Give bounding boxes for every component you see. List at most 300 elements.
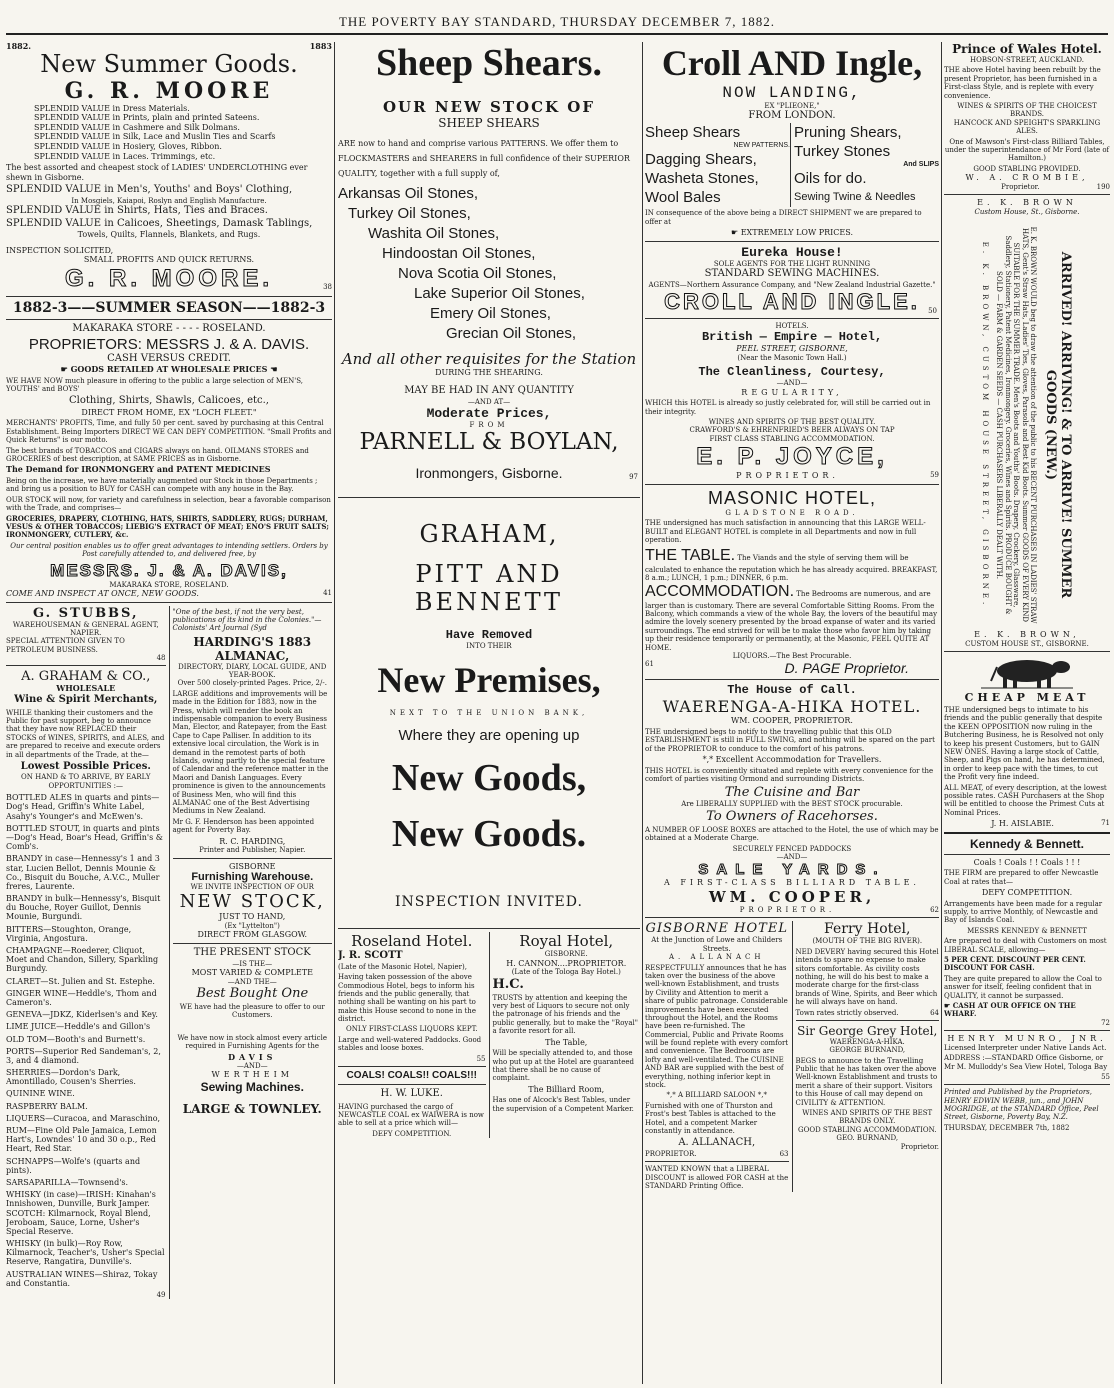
excellent-accom: *,* Excellent Accommodation for Travellers. <box>702 755 882 765</box>
croll-big: CROLL AND INGLE. <box>664 288 920 314</box>
gis-body: RESPECTFULLY announces that he has taken over the business of the above well-known Establishment, and trusts by Civility and Attention to merit a share of public patronage. Considerable improvements have been executed throughout the Hotel, and the Rooms have been re-furnished. The Commercial, Public and Private Rooms will be found replete with every comfort and convenience. The Bedrooms are lofty and well-ventilated. The CUISINE AND BAR are supplied with the best of everything, nothing inferior kept in stock. <box>645 963 789 1090</box>
prince-billiard: One of Mawson's First-class Billiard Tables, under the superintendance of Mr Ford (late of Hamilton.) <box>944 137 1110 163</box>
gis-name: A. ALLANACH <box>668 953 765 962</box>
ad-number: 97 <box>629 473 638 482</box>
ad-number: 41 <box>323 588 332 597</box>
roseland-name: J. R. SCOTT <box>338 950 403 962</box>
brown-vertical-ad <box>944 220 1110 630</box>
consequence-text: IN consequence of the above being a DIRECT SHIPMENT we are prepared to offer at <box>645 209 922 226</box>
pointing-hand-icon: ☛ <box>944 1000 951 1010</box>
merchants-text: MERCHANTS' PROFITS, Time, and fully 50 per cent. saved by purchasing at this Central Establishment. Being Importers DIRECT WE CAN DEFY COMPETITION. "Small Profits and Quick Returns" is our motto. <box>6 419 332 445</box>
wanted-known: WANTED KNOWN that a LIBERAL DISCOUNT is allowed FOR CASH at the STANDARD Printing Office. <box>645 1165 789 1191</box>
wines-quality: WINES AND SPIRITS OF THE BEST QUALITY. <box>708 418 876 427</box>
furn-present: THE PRESENT STOCK <box>193 947 311 959</box>
central-text: Our central position enables us to offer great advantages to intending settlers. Orders by Post carefully attended to, and delivered free, by <box>10 541 328 559</box>
during-shearing: DURING THE SHEARING. <box>435 367 543 377</box>
furn-ex: (Ex "Lyttelton") <box>224 922 280 931</box>
liquor-item: SCHNAPPS—Wolfe's (quarts and pints). <box>6 1156 141 1175</box>
calicoes-sub: Towels, Quilts, Flannels, Blankets, and Rugs. <box>77 230 261 240</box>
davis-big: MESSRS. J. & A. DAVIS, <box>50 560 288 580</box>
royal-late: (Late of the Tologa Bay Hotel.) <box>511 968 621 977</box>
masthead <box>0 0 1114 38</box>
roseland-only: ONLY FIRST-CLASS LIQUORS KEPT. <box>346 1025 478 1034</box>
luke-name: H. W. LUKE. <box>380 1088 443 1100</box>
ferry-town: Town rates strictly observed. <box>795 1008 899 1017</box>
groceries-text: GROCERIES, DRAPERY, CLOTHING, HATS, SHIRTS, SADDLERY, RUGS; DURHAM, VESUS & OTHER TOBACCOS; LIEBIG'S EXTRACT OF MEAT; ENO'S FRUIT SALTS; IRONMONGERY, CUTLERY, &c. <box>6 513 330 540</box>
vert-body: E. K. BROWN WOULD beg to draw the attention of the public to his RECENT PURCHASES IN LADIES' STRAW HATS, Gent's Straw Hats, Ladies' Ties, Gloves, Parasols and Best Kid Boots. Summer GOODS OF EVERY KIND SUITABLE FOR THE SUMMER TRADE. Men's Boots and Youths' Boots. Drapery, Crockery, Glassware, Saddlery, Stationery, Patent Medicines, Ironmongery. Groceries, Wines and Spirits. PRODUCE BOUGHT & SOLD — FARM & GARDEN SEEDS — CASH PURCHASERS LIBERALLY DEALT WITH. <box>995 226 1038 624</box>
liquor-item: AUSTRALIAN WINES—Shiraz, Tokay and Constantia. <box>6 1269 158 1288</box>
furn-gisborne: GISBORNE <box>229 861 276 871</box>
ad-number: 61 <box>645 660 654 669</box>
grey-body: BEGS to announce to the Travelling Public that he has taken over the above Well-known Establishment and trusts to merit a share of their support. Visitors to this House of call may depend on CIVILITY & ATTENTION. <box>795 1056 938 1107</box>
ad-number: 38 <box>323 282 332 291</box>
oil-stone: Turkey Oil Stones, <box>348 204 471 222</box>
ad-number: 71 <box>1101 819 1110 828</box>
come-inspect: COME AND INSPECT AT ONCE, NEW GOODS. <box>6 588 199 598</box>
we-have-text: WE HAVE NOW much pleasure in offering to the public a large selection of MEN'S, YOUTHS' and BOYS' <box>6 376 303 393</box>
demand-sub: Being on the increase, we have materially augmented our Stock in those Departments ; and bring us a position to BUY for CASH can compete with any house in the Bay. <box>6 477 318 494</box>
ad-number: 63 <box>779 1149 789 1158</box>
liquor-item: RASPBERRY BALM. <box>6 1101 88 1111</box>
harding-publisher-sub: Printer and Publisher, Napier. <box>199 846 306 855</box>
proprietors-line: PROPRIETORS: MESSRS J. & A. DAVIS. <box>28 335 310 353</box>
brown-head-sub: Custom House, St., Gisborne. <box>974 207 1080 216</box>
british-empire: British — Empire — Hotel, <box>701 330 883 345</box>
furn-most: MOST VARIED & COMPLETE <box>191 967 313 977</box>
grey-hotel: Sir George Grey Hotel, <box>797 1023 938 1038</box>
gis-billiard: *,* A BILLIARD SALOON *,* <box>666 1091 767 1100</box>
defy-competition: DEFY COMPETITION. <box>981 888 1073 898</box>
furn-sewing: Sewing Machines. <box>200 1080 304 1095</box>
harding-body: LARGE additions and improvements will be made in the Edition for 1883, now in the Press, which will render the book an indispensable companion to every Business Man, Elector, and Ratepayer, from the East Cape to Cape Palliser. In addition to its extensive local circulation, the Work is in demand in the remotest parts of both Islands, owing partly to the special feature of Calendar and the reference matter in the Maori and Danish Languages. Every prominence is given to the announcements of Business Men, who will find this ALMANAC one of the Best Advertising Mediums in New Zealand. <box>172 689 329 816</box>
stubbs-attention: SPECIAL ATTENTION GIVEN TO PETROLEUM BUSINESS. <box>6 637 125 654</box>
table-heading: THE TABLE. <box>645 547 736 565</box>
liquor-item: GENEVA—JDKZ, Kiderlsen's and Key. <box>6 1010 158 1020</box>
prince-wines: WINES & SPIRITS OF THE CHOICEST BRANDS. <box>957 101 1097 119</box>
pointing-hand-icon: ☛ <box>730 228 739 238</box>
vert-address: E. K. BROWN, CUSTOM HOUSE STREET, GISBORNE. <box>981 241 990 609</box>
stubbs-name: G. STUBBS, <box>32 605 139 621</box>
crawford-beer: CRAWFORD'S & EHRENFRIED'S BEER ALWAYS ON TAP <box>689 426 895 435</box>
lowest-prices: Lowest Possible Prices. <box>20 760 151 772</box>
cleanliness: The Cleanliness, Courtesy, <box>698 365 886 380</box>
royal-gisborne: GISBORNE. <box>544 950 588 959</box>
ferry-hotel: Ferry Hotel, <box>824 921 911 938</box>
liquor-list <box>6 793 166 1288</box>
cooper-big-proprietor: PROPRIETOR. <box>739 905 836 914</box>
first-class-stabling: FIRST CLASS STABLING ACCOMMODATION. <box>709 434 875 443</box>
meat-price: ALL MEAT, of every description, at the lowest possible rates. CASH Purchasers at the Shop will be entitled to choose the Primest Cuts at Nominal Prices. <box>944 783 1107 817</box>
pitt-bennett: PITT AND BENNETT <box>414 560 564 617</box>
ad-number: 64 <box>930 1008 939 1017</box>
masthead-title: THE POVERTY BAY STANDARD, THURSDAY DECEMBER 7, 1882. <box>338 14 776 29</box>
liquor-item: WHISKY (in case)—IRISH: Kinahan's Innishowen, Dunville, Burk Jamper. SCOTCH: Kilmarnock, Royal Blend, Jeroboam, Sauce, Lorne, Usher's Special Reserve. <box>6 1190 156 1236</box>
cuisine-bar: The Cuisine and Bar <box>724 785 860 801</box>
table-section <box>645 546 939 582</box>
liquor-item: SHERRIES—Dordon's Dark, Amontillado, Cousen's Sherries. <box>6 1068 136 1087</box>
agents: AGENTS—Northern Assurance Company, and "New Zealand Industrial Gazette." <box>648 280 936 289</box>
graham-name: A. GRAHAM & CO., <box>21 669 151 685</box>
liquor-item: BRANDY in bulk—Hennessy's, Bisquit du Bouche, Royer Guillot, Dennis Mounie, Burgundi. <box>6 894 161 922</box>
grey-name: GEORGE BURNAND, <box>829 1046 906 1055</box>
furn-and-w: —AND— <box>236 1062 268 1071</box>
ferry-body: NED DEVERY having secured this Hotel intends to spare no expense to make sitors comfortable. As civility costs nothing, he will do his best to make a moderate charge for the first-class brands of Wine, Spirits, and Beer which he will always have on hand. <box>795 947 939 1007</box>
luke-defy: DEFY COMPETITION. <box>372 1129 452 1138</box>
messrs-kennedy: MESSRS KENNEDY & BENNETT <box>967 926 1087 935</box>
prince-of-wales: Prince of Wales Hotel. <box>952 42 1102 56</box>
and-at: —AND AT— <box>467 397 511 406</box>
waerenga-hotel: WAERENGA-A-HIKA HOTEL. <box>662 697 922 717</box>
imprint: Printed and Published by the Proprietors, HENRY EDWIN WEBB, jun., and JOHN MOGRIDGE, at the STANDARD Office, Peel Street, Gisborne, Poverty Bay, N.Z. <box>944 1088 1099 1122</box>
prince-signature: W. A. CROMBIE, <box>965 173 1089 183</box>
grey-stabling: GOOD STABLING ACCOMMODATION. <box>798 1125 937 1134</box>
accom-section <box>645 582 939 652</box>
regularity: REGULARITY, <box>741 387 843 397</box>
prince-body: THE above Hotel having been rebuilt by the present Proprietor, has been furnished in a First-class Style, and is replete with every convenience. <box>944 66 1101 100</box>
moore-big: G. R. MOORE. <box>64 265 273 293</box>
peel-street: PEEL STREET, GISBORNE, <box>736 344 848 354</box>
roseland-late: (Late of the Masonic Hotel, Napier), <box>338 962 467 971</box>
ad-number: 72 <box>1101 1018 1110 1027</box>
wholesale: WHOLESALE <box>56 683 116 694</box>
have-removed: Have Removed <box>445 628 533 643</box>
standard-machines: STANDARD SEWING MACHINES. <box>704 268 880 280</box>
makaraka-store: MAKARAKA STORE - - - - ROSELAND. <box>72 323 266 335</box>
accom-body: The Bedrooms are numerous, and are larger than is customary. There are several Comfortable Sitting Rooms. From the Balcony, which commands a view of the whole Bay, the lovers of the beautiful may admire the lovely scenery presented by the broad expanse of water and its varied surroundings. The end strived for will be to make those who favor him by taking up their residence temporarily or permanently, at the Masonic, FEEL QUITE AT HOME. <box>645 590 938 652</box>
inspection-solicited: INSPECTION SOLICITED, <box>6 245 114 255</box>
liquor-item: WHISKY (in bulk)—Roy Row, Kilmarnock, Teacher's, Usher's Special Reserve, Rangatira, Dunville's. <box>6 1239 165 1267</box>
royal-billiard: The Billiard Room, <box>528 1084 605 1094</box>
column-1 <box>6 42 332 1384</box>
underclothing-text: The best assorted and cheapest stock of LADIES' UNDERCLOTHING ever shewn in Gisborne. <box>6 163 308 182</box>
oil-stones-list <box>338 184 640 344</box>
eureka-house: Eureka House! <box>741 244 843 260</box>
ferry-mouth: (MOUTH OF THE BIG RIVER). <box>812 937 923 946</box>
page-proprietor: D. PAGE Proprietor. <box>784 660 909 677</box>
table-body: The Viands and the style of serving them will be calculated to enhance the reputation which he has already acquired. BREAKFAST, 8 a.m.; LUNCH, 1 p.m.; DINNER, 6 p.m. <box>645 554 938 582</box>
pointing-hand-icon: ☛ <box>60 364 68 375</box>
cow-icon <box>977 655 1077 689</box>
munro-license: Licensed Interpreter under Native Lands Act. <box>944 1043 1107 1052</box>
grey-signature: GEO. BURNAND, <box>836 1134 899 1143</box>
ad-number: 190 <box>1096 182 1110 191</box>
cash-office-line <box>944 1002 1110 1019</box>
now-landing: NOW LANDING, <box>722 84 862 102</box>
into-their: INTO THEIR <box>466 642 512 651</box>
liberally: Are LIBERALLY SUPPLIED with the BEST STOCK procurable. <box>681 800 903 809</box>
items-grid <box>645 123 939 207</box>
they-are: They are quite prepared to allow the Coal to answer for itself, feeling confident that in QUALITY, it cannot be surpassed. <box>944 974 1102 1000</box>
royal-ad <box>489 932 641 1138</box>
liquors-line: LIQUORS.—The Best Procurable. <box>732 651 852 660</box>
grey-sub: WAERENGA-A-HIKA. <box>829 1037 905 1046</box>
tobaccos-text: The best brands of TOBACCOS and CIGARS always on hand. OILMANS STORES and GROCERIES of best description, at SAME PRICES as in Gisborne. <box>6 446 309 464</box>
new-premises: New Premises, <box>377 659 601 700</box>
stubbs-sub: WAREHOUSEMAN & GENERAL AGENT, NAPIER. <box>12 620 159 637</box>
moderate-prices: Moderate Prices, <box>426 406 552 422</box>
munro-address: ADDRESS :—STANDARD Office Gisborne, or Mr M. Mulloddy's Sea View Hotel, Tologa Bay <box>944 1054 1108 1071</box>
grey-proprietor: Proprietor. <box>900 1142 939 1151</box>
cheap-meat: CHEAP MEAT <box>964 691 1090 705</box>
oil-stone: Washita Oil Stones, <box>368 224 500 242</box>
prince-stabling: GOOD STABLING PROVIDED. <box>973 164 1081 173</box>
ad-number: 49 <box>156 1291 166 1300</box>
retailed-line <box>6 365 332 375</box>
parnell-boylan: PARNELL & BOYLAN, <box>359 429 619 456</box>
paddocks: SECURELY FENCED PADDOCKS <box>732 844 852 853</box>
from-london: FROM LONDON. <box>748 110 836 122</box>
liquor-item: CLARET—St. Julien and St. Estephe. <box>6 976 155 986</box>
column-rule <box>642 42 643 1384</box>
prince-hancock: HANCOCK AND SPEIGHT'S SPARKLING ALES. <box>953 118 1101 136</box>
column-4 <box>944 42 1110 1384</box>
item: Sheep Shears <box>645 123 741 141</box>
new-goods-1: New Goods, <box>391 757 587 800</box>
liquor-item: RUM—Fine Old Pale Jamaica, Lemon Hart's, Lowndes' 10 and 30 o.p., Red Heart, Red Star. <box>6 1126 157 1154</box>
demand-line: The Demand for IRONMONGERY and PATENT MEDICINES <box>6 464 271 475</box>
graham-ad <box>6 606 169 1300</box>
arrange-text: Arrangements have been made for a regular supply, to arrive Monthly, of Newcastle and Bay of Islands Coal. <box>944 899 1103 925</box>
this-hotel: THIS HOTEL is conveniently situated and replete with every convenience for the comfort of parties visiting Ormond and surrounding Districts. <box>645 766 934 784</box>
coals-heading: COALS! COALS!! COALS!!! <box>346 1070 478 1082</box>
brown-vertical-text <box>981 225 1073 625</box>
furn-best: Best Bought One <box>196 985 309 1001</box>
masonic-hotel: MASONIC HOTEL, <box>707 487 877 508</box>
vert-main: ARRIVED! ARRIVING! & TO ARRIVE! SUMMER GOODS (NEW.) <box>1043 251 1074 599</box>
liquor-item: BRANDY in case—Hennessy's 1 and 3 star, Lucien Bellot, Dennis Mounie & Co., Bisquit du Bouche, A.V.C., Muller freres, Laurente. <box>6 854 160 891</box>
item: Dagging Shears, <box>645 151 757 169</box>
column-3 <box>645 42 939 1384</box>
croll-ingle-title: Croll AND Ingle, <box>661 43 923 83</box>
furn-warehouse: Furnishing Warehouse. <box>191 871 314 884</box>
brown-head: E. K. BROWN <box>977 198 1077 208</box>
oil-stone: Emery Oil Stones, <box>430 304 551 322</box>
liquor-item: PORTS—Superior Red Sandeman's, 2, 3, and 4 diamond. <box>6 1046 161 1065</box>
mens-clothing: SPLENDID VALUE in Men's, Youths' and Boys' Clothing, <box>6 184 293 196</box>
meat-signature: J. H. AISLABIE. <box>991 819 1054 829</box>
furn-direct: DIRECT FROM GLASGOW. <box>197 930 308 940</box>
may-be-had: MAY BE HAD IN ANY QUANTITY <box>404 385 574 397</box>
munro-name: HENRY MUNRO, JNR. <box>947 1034 1107 1044</box>
oil-stone: Nova Scotia Oil Stones, <box>398 264 557 282</box>
liquor-item: LIME JUICE—Heddle's and Gillon's <box>6 1022 151 1032</box>
furn-stock: We have now in stock almost every article required in Furnishing Agents for the <box>177 1033 327 1051</box>
gis-junction: At the Junction of Lowe and Childers Streets. <box>651 936 783 953</box>
while-text: WHILE thanking their customers and the Public for past support, beg to announce that they have now REPLACED their STOCKS of WINES, SPIRITS, and ALES, and are prepared to receive and execute orders in all departments of the Trade, at the— <box>6 708 165 759</box>
meat-body: THE undersigned begs to intimate to his friends and the public generally that despite the KEEN OPPOSITION now ruling in the Butchering Business, he is Resolved not only to keep his present Customers, but to GAIN NEW ONES. Having a large stock of Cattle, Sheep, and Pigs on hand, he has determined, in order to keep pace with the times, to cut the Profit very fine indeed. <box>944 706 1105 782</box>
which-text: WHICH this HOTEL is already so justly celebrated for, will still be carried out in their integrity. <box>645 399 931 416</box>
gis-hotel: GISBORNE HOTEL <box>645 921 788 937</box>
item: Wool Bales <box>645 189 721 207</box>
ad-number: 62 <box>930 905 939 914</box>
liquor-item: CHAMPAGNE—Roederer, Cliquot, Moet and Chandon, Sillery, Sparkling Burgundy. <box>6 946 159 974</box>
royal-billiard-body: Has one of Alcock's Best Tables, under the supervision of a Competent Marker. <box>492 1096 634 1113</box>
masonic-body: THE undersigned has much satisfaction in announcing that this LARGE WELL-BUILT and ELEGANT HOTEL is complete in all Departments and now in full operation. <box>645 519 926 545</box>
splendid-line: SPLENDID VALUE in Laces. Trimmings, etc. <box>34 151 216 161</box>
billiard-table: A FIRST-CLASS BILLIARD TABLE. <box>664 878 920 888</box>
cash-vs-credit: CASH VERSUS CREDIT. <box>107 352 231 364</box>
brown-foot-sub: CUSTOM HOUSE ST., GISBORNE. <box>965 639 1089 648</box>
liquor-item: BOTTLED STOUT, in quarts and pints—Dog's Head, Boar's Head, Griffin's & Comb's. <box>6 823 163 852</box>
our-stock-text: OUR STOCK will now, for variety and carefulness in selection, bear a favorable comparison with the Trade, and comprises— <box>6 495 331 513</box>
splendid-line: SPLENDID VALUE in Hosiery, Gloves, Ribbon. <box>34 141 222 151</box>
cooper-big: WM. COOPER, <box>708 887 876 906</box>
year-left: 1882. <box>6 42 32 51</box>
splendid-line: SPLENDID VALUE in Silk, Lace and Muslin Ties and Scarfs <box>34 132 276 142</box>
royal-hc: H.C. <box>492 976 524 992</box>
on-hand: ON HAND & TO ARRIVE, BY EARLY OPPORTUNITIES :— <box>21 773 151 790</box>
gis-billiard-body: Furnished with one of Thurston and Frost's best Tables is attached to the Hotel, and a competent Marker constantly in attendance. <box>645 1101 776 1135</box>
direct-from-home: DIRECT FROM HOME, EX "LOCH FLEET." <box>81 407 257 417</box>
items-right <box>790 123 939 207</box>
brown-foot: E. K. BROWN, <box>974 630 1080 640</box>
furn-and: —AND THE— <box>227 977 277 986</box>
ad-number: 48 <box>156 654 166 663</box>
shirts-line: SPLENDID VALUE in Shirts, Hats, Ties and Braces. <box>6 205 268 217</box>
furn-invite: WE INVITE INSPECTION OF OUR <box>190 883 314 892</box>
liquor-item: LIQUERS—Curacoa, and Maraschino, <box>6 1113 161 1123</box>
where-opening: Where they are opening up <box>398 727 580 745</box>
splendid-line: SPLENDID VALUE in Prints, plain and printed Sateens. <box>34 113 260 123</box>
are-prepared: Are prepared to deal with Customers on most LIBERAL SCALE, allowing— <box>944 937 1107 954</box>
clothing-line: Clothing, Shirts, Shawls, Calicoes, etc., <box>69 395 269 407</box>
from: FROM <box>469 421 509 430</box>
harding-publisher: R. C. HARDING, <box>219 836 286 846</box>
royal-title: Royal Hotel, <box>519 932 614 951</box>
gis-proprietor: PROPRIETOR. <box>645 1149 697 1158</box>
gisborne-hotel-ad <box>645 921 792 1192</box>
kennedy-bennett: Kennedy & Bennett. <box>969 836 1084 851</box>
luke-body: HAVING purchased the cargo of NEWCASTLE COAL ex WAIWERA is now able to sell at a price which will— <box>338 1102 484 1128</box>
cash-office: CASH AT OUR OFFICE ON THE WHARF. <box>944 1000 1076 1019</box>
royal-table: The Table, <box>545 1037 588 1047</box>
joyce-proprietor: PROPRIETOR. <box>736 471 839 481</box>
requisites: And all other requisites for the Station <box>341 349 637 368</box>
and-slips: And SLIPS <box>903 160 939 168</box>
furn-new-stock: NEW STOCK, <box>179 891 325 913</box>
column-rule <box>334 42 335 1384</box>
moore-name: G. R. MOORE <box>64 77 274 104</box>
calicoes-line: SPLENDID VALUE in Calicoes, Sheetings, Damask Tablings, <box>6 217 313 229</box>
harding-dir: DIRECTORY, DIARY, LOCAL GUIDE, AND YEAR-BOOK. <box>178 662 327 680</box>
are-now-text: ARE now to hand and comprise various PATTERNS. We offer them to FLOCKMASTERS and SHEARERS in full confidence of their SUPERIOR QUALITY, together with a full supply of, <box>338 139 630 179</box>
retailed-text: GOODS RETAILED AT WHOLESALE PRICES <box>70 364 268 375</box>
inspection-invited: INSPECTION INVITED. <box>395 894 583 911</box>
splendid-line: SPLENDID VALUE in Dress Materials. <box>34 103 190 113</box>
hobson-street: HOBSON-STREET, AUCKLAND. <box>969 56 1084 64</box>
furn-wertheim: WERTHEIM <box>211 1070 293 1080</box>
summer-goods-heading: New Summer Goods. <box>40 49 298 78</box>
furn-davis: DAVIS <box>228 1051 277 1062</box>
grey-wines: WINES AND SPIRITS OF THE BEST BRANDS ONLY. <box>802 1109 933 1126</box>
royal-proprietor: H. CANNON....PROPRIETOR. <box>506 958 627 968</box>
wa-body: THE undersigned begs to notify to the travelling public that this OLD ESTABLISHMENT is still in FULL SWING, and nothing will be spared on the part of the PROPRIETOR to conduce to the comfort of his patrons. <box>645 727 935 753</box>
items-left <box>645 123 790 207</box>
davis-sub: MAKARAKA STORE, ROSELAND. <box>109 580 229 589</box>
hotels-heading: HOTELS. <box>775 321 809 330</box>
owners-racehorses: To Owners of Racehorses. <box>706 808 878 824</box>
sheep-shears-title: Sheep Shears. <box>376 42 602 84</box>
imprint-date: THURSDAY, DECEMBER 7th, 1882 <box>944 1123 1070 1132</box>
house-of-call: The House of Call. <box>727 683 857 698</box>
furn-large: LARGE & TOWNLEY. <box>182 1102 322 1117</box>
liquor-item: GINGER WINE—Heddle's, Thom and Cameron's. <box>6 988 157 1007</box>
sale-yards: SALE YARDS. <box>698 861 886 879</box>
and: —AND— <box>776 853 808 861</box>
harding-pages: Over 500 closely-printed Pages. Price, 2/-. <box>177 679 327 688</box>
joyce-name: E. P. JOYCE, <box>696 443 888 471</box>
season-heading: 1882-3——SUMMER SEASON——1882-3 <box>12 300 326 317</box>
column-2 <box>338 42 640 1384</box>
item: Pruning Shears, <box>794 123 902 141</box>
splendid-line: SPLENDID VALUE in Cashmere and Silk Dolmans. <box>34 122 240 132</box>
harding-furnishing-ads <box>169 606 333 1300</box>
wine-spirit: Wine & Spirit Merchants, <box>14 694 158 706</box>
prince-proprietor: Proprietor. <box>1001 182 1040 191</box>
gladstone-road: GLADSTONE ROAD. <box>725 508 859 517</box>
graham-heading: GRAHAM, <box>419 520 559 549</box>
year-right: 1883 <box>309 42 332 51</box>
furn-is: —IS THE— <box>232 959 273 968</box>
firm-text: THE FIRM are prepared to offer Newcastle Coal at rates that— <box>944 869 1099 886</box>
oil-stone: Arkansas Oil Stones, <box>338 184 479 202</box>
liquor-item: BITTERS—Stoughton, Orange, Virginia, Angostura. <box>6 924 132 943</box>
liquor-item: QUININE WINE. <box>6 1089 75 1099</box>
ad-number: 55 <box>1101 1072 1110 1081</box>
sole-agents: SOLE AGENTS FOR THE LIGHT RUNNING <box>713 259 871 268</box>
liquor-item: SARSAPARILLA—Townsend's. <box>6 1177 129 1187</box>
liquor-item: BOTTLED ALES in quarts and pints—Dog's Head, Griffin's White Label, Asahy's Younger's and McEwen's. <box>6 793 160 821</box>
oil-stone: Grecian Oil Stones, <box>446 324 577 342</box>
pointing-hand-icon: ☚ <box>270 364 278 375</box>
cooper-proprietor: WM. COOPER, PROPRIETOR. <box>731 716 853 726</box>
column-rule <box>941 42 942 1384</box>
discount-line: 5 PER CENT. DISCOUNT PER CENT. DISCOUNT FOR CASH. <box>944 955 1086 973</box>
roseland-title: Roseland Hotel. <box>351 932 473 951</box>
ex-plieone: EX "PLIEONE," <box>764 102 820 110</box>
roseland-body: Having taken possession of the above Commodious Hotel, begs to inform his friends and the public generally, that nothing shall be wanting on his part to make this House second to none in the district. <box>338 973 476 1024</box>
item: Sewing Twine & Needles <box>794 191 916 204</box>
item: Turkey Stones <box>794 142 891 160</box>
ad-number: 55 <box>476 1054 486 1063</box>
sheep-shears-sub: SHEEP SHEARS <box>438 116 540 130</box>
our-new-stock: OUR NEW STOCK OF <box>382 98 596 116</box>
loose-boxes: A NUMBER OF LOOSE BOXES are attached to the Hotel, the use of which may be obtained at a Moderate Charge. <box>645 825 939 843</box>
ferry-grey-ads <box>792 921 940 1192</box>
liquor-item: OLD TOM—Booth's and Burnett's. <box>6 1034 146 1044</box>
royal-body: TRUSTS by attention and keeping the very best of Liquors to secure not only the patronage of his friends and the public generally, but to make the "Royal" a favorite resort for all. <box>492 993 639 1036</box>
masthead-rule <box>6 33 1108 35</box>
small-profits: SMALL PROFITS AND QUICK RETURNS. <box>83 255 255 265</box>
ad-number: 59 <box>930 471 939 480</box>
ironmongers: Ironmongers, Gisborne. <box>415 465 563 482</box>
item: Washeta Stones, <box>645 170 759 188</box>
low-prices-line <box>645 228 939 238</box>
mens-sub: In Mosgiels, Kaiapoi, Roslyn and English Manufacture. <box>71 196 267 205</box>
coals-line: Coals ! Coals ! ! Coals ! ! ! <box>973 857 1081 867</box>
harding-name: HARDING'S 1883 ALMANAC, <box>193 634 312 663</box>
gis-signature: A. ALLANACH, <box>678 1137 756 1149</box>
harding-agent: Mr G. F. Henderson has been appointed agent for Poverty Bay. <box>172 817 315 835</box>
accom-heading: ACCOMMODATION. <box>645 583 795 601</box>
roseland-ad <box>338 932 489 1138</box>
new-goods-2: New Goods. <box>391 813 587 856</box>
harding-quote: "One of the best, if not the very best, publications of its kind in the Colonies."—Colonists' Art Journal (Syd <box>172 607 322 633</box>
furn-just: JUST TO HAND, <box>219 912 286 922</box>
roseland-large: Large and well-watered Paddocks. Good stables and loose boxes. <box>338 1035 482 1053</box>
ad-number: 50 <box>928 306 937 315</box>
oil-stone: Hindoostan Oil Stones, <box>382 244 536 262</box>
